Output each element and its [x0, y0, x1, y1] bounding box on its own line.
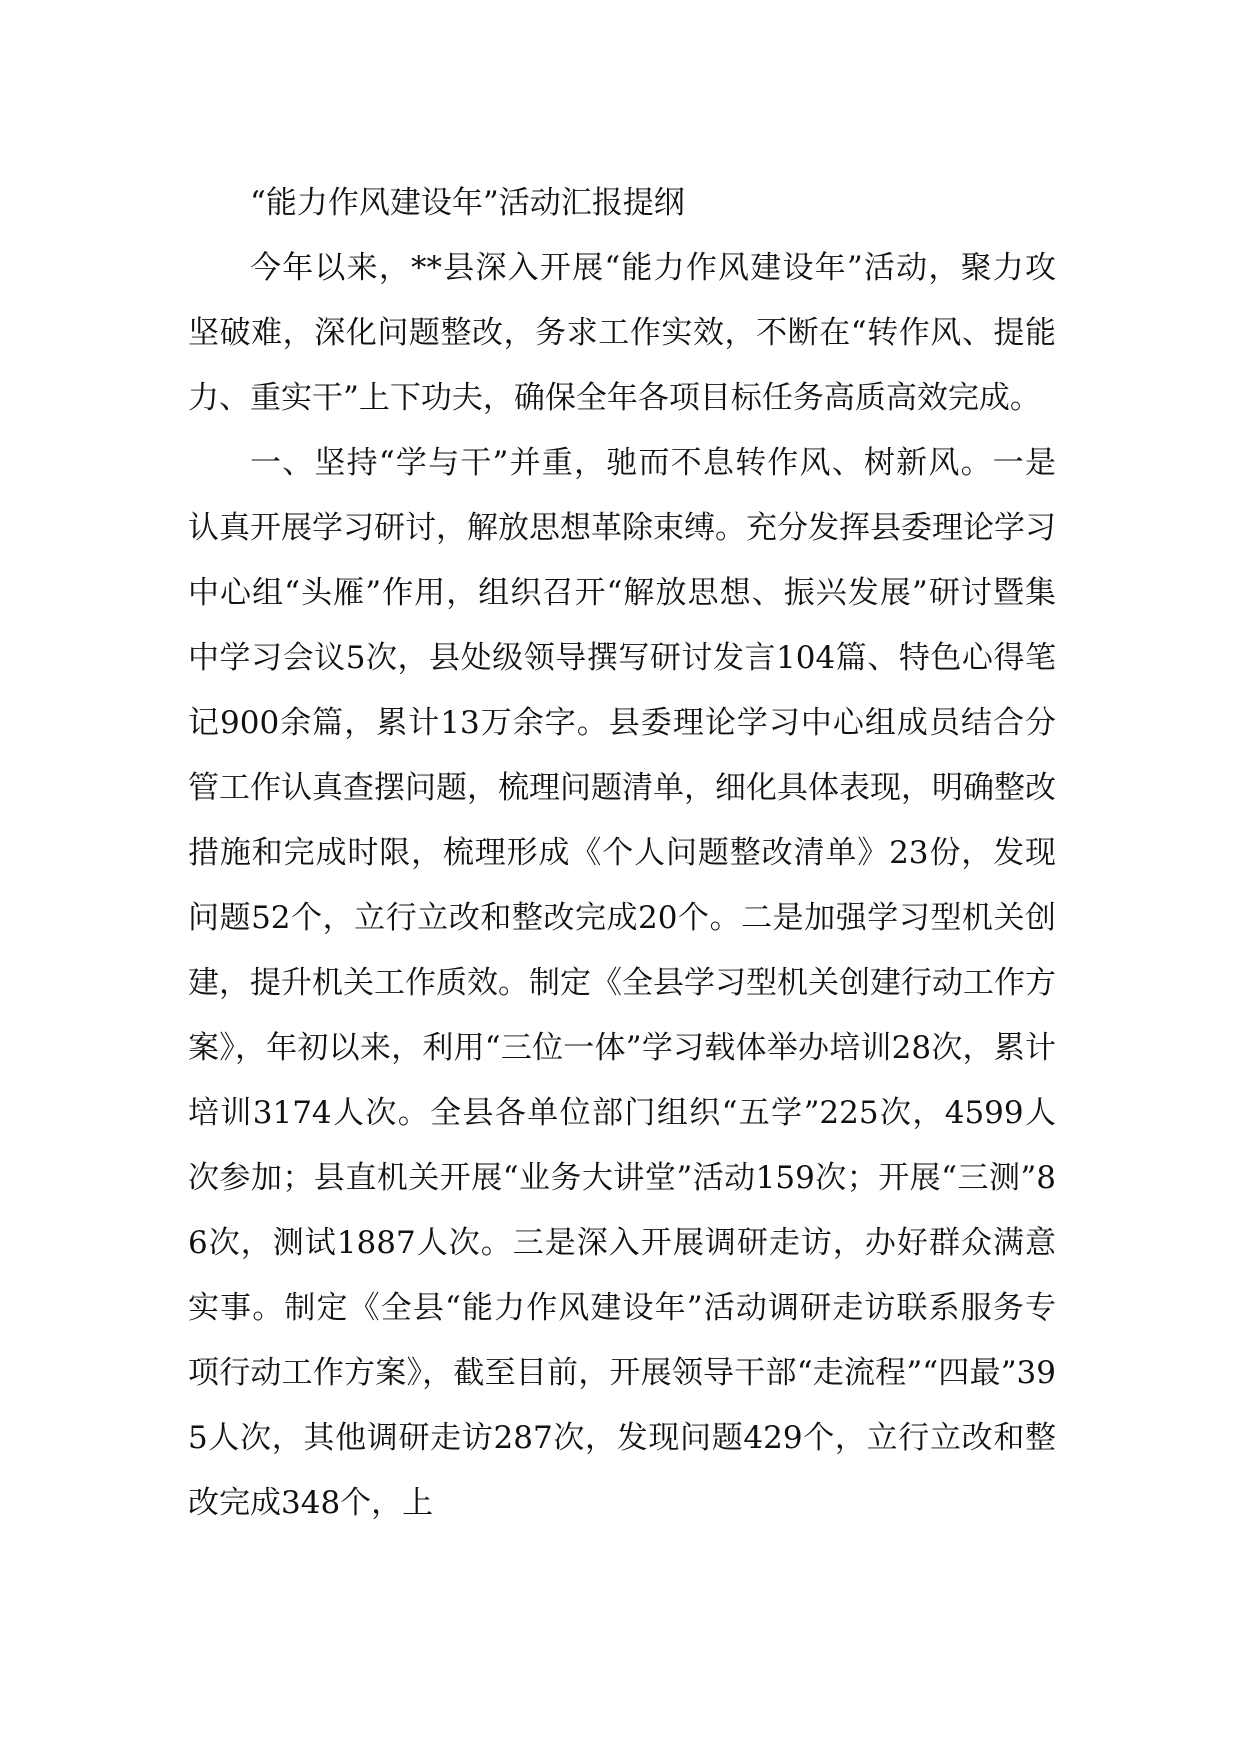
intro-paragraph: 今年以来，**县深入开展“能力作风建设年”活动，聚力攻坚破难，深化问题整改，务求工作实效，不断在“转作风、提能力、重实干”上下功夫，确保全年各项目标任务高质高效完成。	[188, 250, 1056, 416]
section-one-paragraph: 一、坚持“学与干”并重，驰而不息转作风、树新风。一是认真开展学习研讨，解放思想革除束缚。充分发挥县委理论学习中心组“头雁”作用，组织召开“解放思想、振兴发展”研讨暨集中学习会议5次，县处级领导撰写研讨发言104篇、特色心得笔记900余篇，累计13万余字。县委理论学习中心组成员结合分管工作认真查摆问题，梳理问题清单，细化具体表现，明确整改措施和完成时限，梳理形成《个人问题整改清单》23份，发现问题52个，立行立改和整改完成20个。二是加强学习型机关创建，提升机关工作质效。制定《全县学习型机关创建行动工作方案》，年初以来，利用“三位一体”学习载体举办培训28次，累计培训3174人次。全县各单位部门组织“五学”225次，4599人次参加；县直机关开展“业务大讲堂”活动159次；开展“三测”86次，测试1887人次。三是深入开展调研走访，办好群众满意实事。制定《全县“能力作风建设年”活动调研走访联系服务专项行动工作方案》，截至目前，开展领导干部“走流程”“四最”395人次，其他调研走访287次，发现问题429个，立行立改和整改完成348个，上	[188, 445, 1056, 1521]
document-body	[188, 170, 1056, 1536]
document-title: “能力作风建设年”活动汇报提纲	[250, 185, 685, 221]
